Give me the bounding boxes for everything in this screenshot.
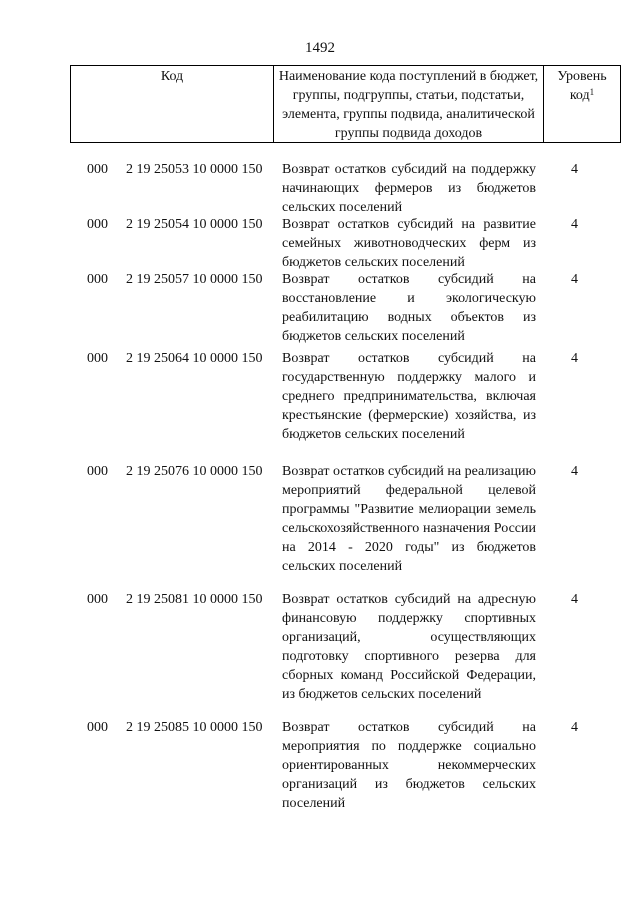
admin-code: 000 [87,217,108,232]
level-value: 4 [571,217,578,232]
revenue-code: 2 19 25076 10 0000 150 [126,464,263,479]
revenue-code: 2 19 25081 10 0000 150 [126,592,263,607]
table-body [70,160,621,818]
page-number: 1492 [305,40,335,56]
revenue-code: 2 19 25053 10 0000 150 [126,162,263,177]
table-row [70,160,621,215]
revenue-code: 2 19 25054 10 0000 150 [126,217,263,232]
table-row [70,590,621,718]
level-value: 4 [571,464,578,479]
header-level-label: Уровень код [557,69,607,103]
revenue-name: Возврат остатков субсидий на мероприятия по поддержке социально ориентированных некоммерческих организаций из бюджетов сельских поселений [282,720,536,811]
header-level-footnote: 1 [589,87,595,97]
admin-code: 000 [87,351,108,366]
revenue-code: 2 19 25064 10 0000 150 [126,351,263,366]
admin-code: 000 [87,592,108,607]
table-header [70,65,621,143]
admin-code: 000 [87,464,108,479]
revenue-name: Возврат остатков субсидий на восстановление и экологическую реабилитацию водных объектов из бюджетов сельских поселений [282,272,536,344]
table-row [70,270,621,349]
header-name: Наименование кода поступлений в бюджет, группы, подгруппы, статьи, подстатьи, элемента, группы подвида, аналитической группы подвида доходов [274,66,544,143]
level-value: 4 [571,592,578,607]
revenue-code: 2 19 25085 10 0000 150 [126,720,263,735]
revenue-name: Возврат остатков субсидий на адресную финансовую поддержку спортивных организаций, осуществляющих подготовку спортивного резерва для сборных команд Российской Федерации, из бюджетов сельских поселений [282,592,536,702]
level-value: 4 [571,351,578,366]
revenue-name: Возврат остатков субсидий на поддержку начинающих фермеров из бюджетов сельских поселений [282,162,536,215]
admin-code: 000 [87,162,108,177]
level-value: 4 [571,162,578,177]
level-value: 4 [571,720,578,735]
table-row [70,349,621,462]
revenue-name: Возврат остатков субсидий на развитие семейных животноводческих ферм из бюджетов сельских поселений [282,217,536,270]
revenue-name: Возврат остатков субсидий на государственную поддержку малого и среднего предпринимательства, включая крестьянские (фермерские) хозяйства, из бюджетов сельских поселений [282,351,536,442]
admin-code: 000 [87,272,108,287]
revenue-code: 2 19 25057 10 0000 150 [126,272,263,287]
table-row [70,215,621,270]
level-value: 4 [571,272,578,287]
header-level [544,66,620,143]
table-row [70,718,621,818]
admin-code: 000 [87,720,108,735]
table-row [70,462,621,590]
header-code: Код [71,66,274,143]
revenue-name: Возврат остатков субсидий на реализацию мероприятий федеральной целевой программы "Развитие мелиорации земель сельскохозяйственного назначения России на 2014 - 2020 годы" из бюджетов сельских поселений [282,464,536,574]
